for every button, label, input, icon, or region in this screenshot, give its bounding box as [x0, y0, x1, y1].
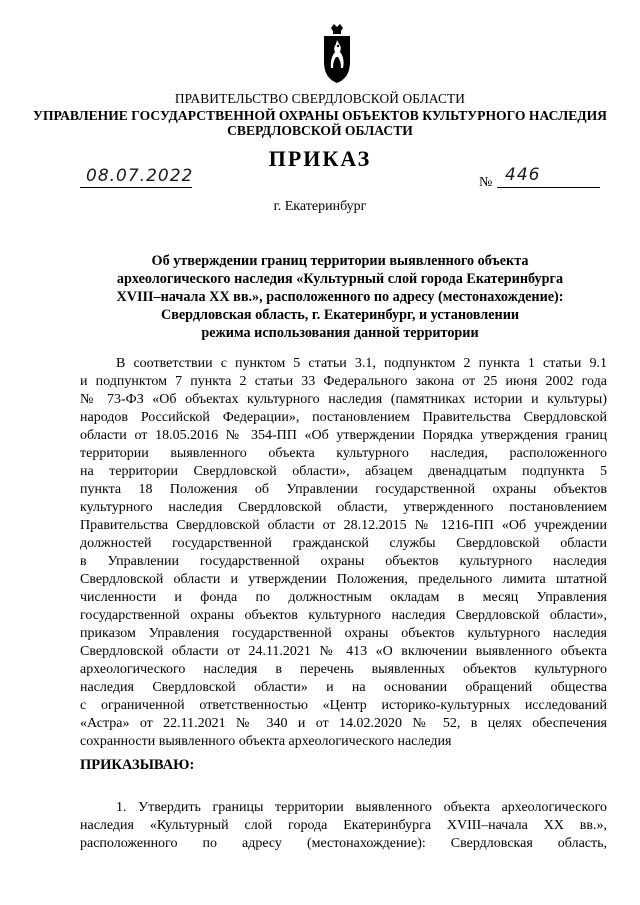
order-date: 08.07.2022: [86, 166, 194, 186]
subject-line: режима использования данной территории: [201, 325, 479, 341]
body-line: приказом Управления государственной охраны объектов культурного наследия: [80, 626, 607, 641]
body-line: с ограниченной ответственностью «Центр историко-культурных исследований: [80, 698, 607, 713]
body-line: численности и фонда по должностным окладам в месяц Управления: [80, 590, 607, 605]
body-line: Правительства Свердловской области от 28.12.2015 № 1216-ПП «Об учреждении: [80, 518, 607, 533]
body-line: «Астра» от 22.11.2021 № 340 и от 14.02.2020 № 52, в целях обеспечения: [80, 716, 607, 731]
body-line: на территории Свердловской области», абзацем двенадцатым подпункта 5: [80, 464, 607, 479]
subject-line: археологического наследия «Культурный слой города Екатеринбурга: [116, 271, 564, 287]
city: г. Екатеринбург: [273, 199, 367, 214]
body-line: Свердловской области от 24.11.2021 № 413 «О включении выявленного объекта: [80, 644, 607, 659]
department-name: [0, 108, 640, 138]
item-line: 1. Утвердить границы территории выявленного объекта археологического: [116, 800, 607, 815]
government-name: ПРАВИТЕЛЬСТВО СВЕРДЛОВСКОЙ ОБЛАСТИ: [174, 91, 466, 106]
body-line: В соответствии с пунктом 5 статьи 3.1, подпунктом 2 пункта 1 статьи 9.1: [116, 356, 607, 371]
body-line: территории выявленного объекта культурного наследия, расположенного: [80, 446, 607, 461]
subject-line: Об утверждении границ территории выявленного объекта: [151, 253, 529, 269]
order-date-field: [80, 163, 192, 188]
order-number: 446: [505, 165, 541, 185]
coat-of-arms-emblem: [322, 22, 352, 84]
body-line: народов Российской Федерации», постановлением Правительства Свердловской: [80, 410, 607, 425]
body-line: в Управлении государственной охраны объектов культурного наследия: [80, 554, 607, 569]
body-line: Свердловской области и утверждении Положения, предельного лимита штатной: [80, 572, 607, 587]
body-line: пункта 18 Положения об Управлении государственной охраны объектов: [80, 482, 607, 497]
subject-line: XVIII–начала XX вв.», расположенного по адресу (местонахождение):: [116, 289, 564, 305]
body-line: должностей государственной гражданской службы Свердловской области: [80, 536, 607, 551]
body-line: сохранности выявленного объекта археологического наследия: [80, 734, 452, 749]
department-name-line: УПРАВЛЕНИЕ ГОСУДАРСТВЕННОЙ ОХРАНЫ ОБЪЕКТОВ КУЛЬТУРНОГО НАСЛЕДИЯ: [32, 108, 608, 123]
body-line: археологического наследия в перечень выявленных объектов культурного: [80, 662, 607, 677]
body-line: наследия Свердловской области» и на основании обращений общества: [80, 680, 607, 695]
body-line: государственной охраны объектов культурного наследия Свердловской области»,: [80, 608, 607, 623]
document-type: ПРИКАЗ: [268, 146, 372, 171]
body-line: № 73-ФЗ «Об объектах культурного наследия (памятниках истории и культуры): [80, 392, 607, 407]
item-line: наследия «Культурный слой города Екатеринбурга XVIII–начала XX вв.»,: [80, 818, 607, 833]
orders-heading: ПРИКАЗЫВАЮ:: [80, 757, 195, 773]
body-line: области от 18.05.2016 № 354-ПП «Об утверждении Порядка утверждения границ: [80, 428, 607, 443]
number-label: №: [479, 175, 493, 190]
order-subject: [80, 252, 600, 342]
body-line: культурного наследия Свердловской области, утвержденного постановлением: [80, 500, 607, 515]
department-name-line: СВЕРДЛОВСКОЙ ОБЛАСТИ: [227, 123, 413, 138]
body-line: и подпунктом 7 пункта 2 статьи 33 Федерального закона от 25 июня 2002 года: [80, 374, 607, 389]
subject-line: Свердловская область, г. Екатеринбург, и установлении: [160, 307, 520, 323]
item-line: расположенного по адресу (местонахождение): Свердловская область,: [80, 836, 607, 851]
order-number-field: [497, 163, 600, 188]
